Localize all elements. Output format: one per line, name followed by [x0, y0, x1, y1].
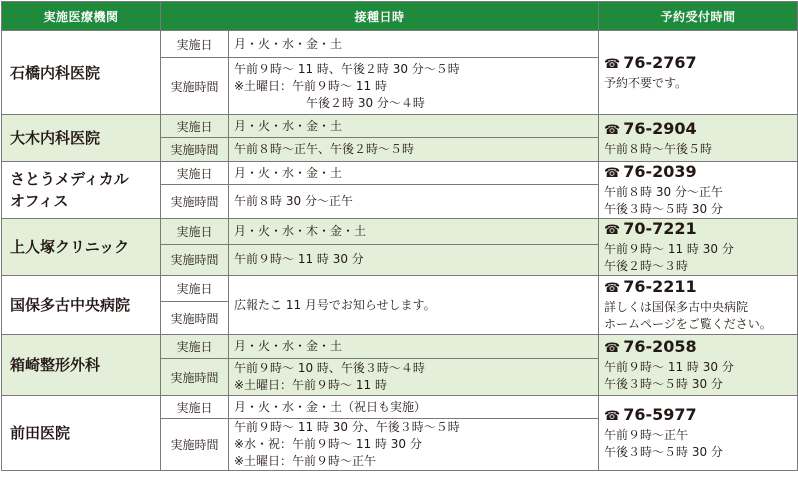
institution-name-line: 前田医院 — [10, 424, 71, 442]
reservation-note: 午後３時～５時 30 分 — [604, 202, 723, 216]
phone-number-text: 70-7221 — [623, 219, 697, 238]
label-day: 実施日 — [161, 335, 229, 359]
reservation-note: 午前９時～ 11 時 30 分 — [604, 242, 734, 256]
reservation-note: 午前９時～正午 — [604, 428, 689, 442]
times-text — [229, 58, 599, 115]
time-line: 午前８時～正午、午後２時～５時 — [234, 142, 415, 156]
days-text: 月・火・水・金・土 — [229, 335, 599, 359]
reservation-cell — [599, 31, 798, 115]
merged-schedule-text: 広報たこ 11 月号でお知らせします。 — [229, 276, 599, 335]
time-line: 午前９時～ 11 時 30 分 — [234, 252, 364, 267]
reservation-cell — [599, 276, 798, 335]
phone-number-text: 76-2058 — [623, 337, 697, 356]
label-day: 実施日 — [161, 31, 229, 58]
institution-name-line: さとうメディカル — [10, 170, 129, 188]
table-body — [2, 31, 798, 471]
institution-name — [2, 31, 161, 115]
phone-number — [604, 277, 797, 299]
reservation-note: 午後３時～５時 30 分 — [604, 445, 723, 459]
reservation-note: 予約不要です。 — [604, 76, 688, 90]
telephone-icon: ☎ — [604, 409, 621, 424]
reservation-cell — [599, 115, 798, 162]
days-text: 月・火・水・木・金・土 — [229, 219, 599, 245]
phone-number — [604, 162, 797, 184]
time-line: 午前８時 30 分～正午 — [234, 194, 353, 209]
phone-number — [604, 405, 797, 427]
phone-number — [604, 119, 797, 141]
days-text: 月・火・水・金・土 — [229, 31, 599, 58]
label-time: 実施時間 — [161, 419, 229, 471]
institution-name — [2, 219, 161, 276]
reservation-note: 詳しくは国保多古中央病院 — [604, 300, 749, 314]
institution-name-line: 国保多古中央病院 — [10, 296, 131, 314]
reservation-cell — [599, 335, 798, 396]
label-day: 実施日 — [161, 396, 229, 419]
reservation-note: 午前８時～午後５時 — [604, 141, 713, 156]
time-line: 午前９時～ 11 時 30 分、午後３時～５時 — [234, 420, 460, 434]
telephone-icon: ☎ — [604, 57, 621, 72]
phone-number — [604, 337, 797, 359]
reservation-note: 午後３時～５時 30 分 — [604, 377, 723, 391]
table-row — [2, 162, 798, 185]
institution-name — [2, 396, 161, 471]
table-row — [2, 276, 798, 302]
telephone-icon: ☎ — [604, 341, 621, 356]
institution-name-line: 箱崎整形外科 — [10, 356, 101, 374]
reservation-note: 午前８時 30 分～正午 — [604, 185, 723, 199]
time-line: ※土曜日：午前９時～ 11 時 — [234, 378, 387, 392]
institution-name — [2, 335, 161, 396]
institution-name — [2, 276, 161, 335]
label-day: 実施日 — [161, 219, 229, 245]
time-line: ※土曜日：午前９時～正午 — [234, 454, 377, 468]
label-time: 実施時間 — [161, 359, 229, 396]
reservation-cell — [599, 219, 798, 276]
label-time: 実施時間 — [161, 185, 229, 219]
label-time: 実施時間 — [161, 244, 229, 275]
reservation-note: 午後２時～３時 — [604, 259, 689, 273]
vaccination-schedule-table — [1, 1, 798, 471]
phone-number — [604, 219, 797, 241]
days-text: 月・火・水・金・土 — [229, 115, 599, 138]
institution-name — [2, 115, 161, 162]
times-text — [229, 419, 599, 471]
time-line: 午前９時～ 11 時、午後２時 30 分～５時 — [234, 61, 460, 76]
time-line: ※土曜日：午前９時～ 11 時 — [234, 78, 387, 93]
phone-number-text: 76-2767 — [623, 53, 697, 72]
label-time: 実施時間 — [161, 138, 229, 162]
table-row — [2, 115, 798, 138]
telephone-icon: ☎ — [604, 223, 621, 238]
reservation-note: ホームページをご覧ください。 — [604, 317, 772, 331]
institution-name-line: 大木内科医院 — [10, 129, 101, 147]
label-day: 実施日 — [161, 115, 229, 138]
days-text: 月・火・水・金・土 — [229, 162, 599, 185]
phone-number-text: 76-2039 — [623, 162, 697, 181]
phone-number-text: 76-5977 — [623, 405, 697, 424]
reservation-cell — [599, 396, 798, 471]
times-text — [229, 244, 599, 275]
table-row — [2, 219, 798, 245]
times-text — [229, 138, 599, 162]
telephone-icon: ☎ — [604, 122, 621, 138]
time-line: 午後２時 30 分～４時 — [306, 95, 425, 110]
telephone-icon: ☎ — [604, 281, 621, 296]
telephone-icon: ☎ — [604, 166, 621, 181]
time-line: ※水・祝：午前９時～ 11 時 30 分 — [234, 437, 422, 451]
label-day: 実施日 — [161, 162, 229, 185]
days-text: 月・火・水・金・土（祝日も実施） — [229, 396, 599, 419]
header-row — [2, 2, 798, 31]
phone-number — [604, 53, 797, 75]
phone-number-text: 76-2904 — [623, 118, 697, 138]
institution-name — [2, 162, 161, 219]
institution-name-line: オフィス — [10, 192, 69, 210]
table-row — [2, 335, 798, 359]
times-text — [229, 359, 599, 396]
institution-name-line: 石橋内科医院 — [10, 63, 101, 82]
header-datetime: 接種日時 — [161, 2, 599, 31]
label-time: 実施時間 — [161, 58, 229, 115]
label-day: 実施日 — [161, 276, 229, 302]
table-row — [2, 31, 798, 58]
header-institution: 実施医療機関 — [2, 2, 161, 31]
label-time: 実施時間 — [161, 302, 229, 335]
phone-number-text: 76-2211 — [623, 277, 697, 296]
time-line: 午前９時～ 10 時、午後３時～４時 — [234, 361, 425, 375]
header-reservation: 予約受付時間 — [599, 2, 798, 31]
reservation-note: 午前９時～ 11 時 30 分 — [604, 360, 734, 374]
institution-name-line: 上人塚クリニック — [10, 238, 130, 256]
table-row — [2, 396, 798, 419]
times-text — [229, 185, 599, 219]
reservation-cell — [599, 162, 798, 219]
